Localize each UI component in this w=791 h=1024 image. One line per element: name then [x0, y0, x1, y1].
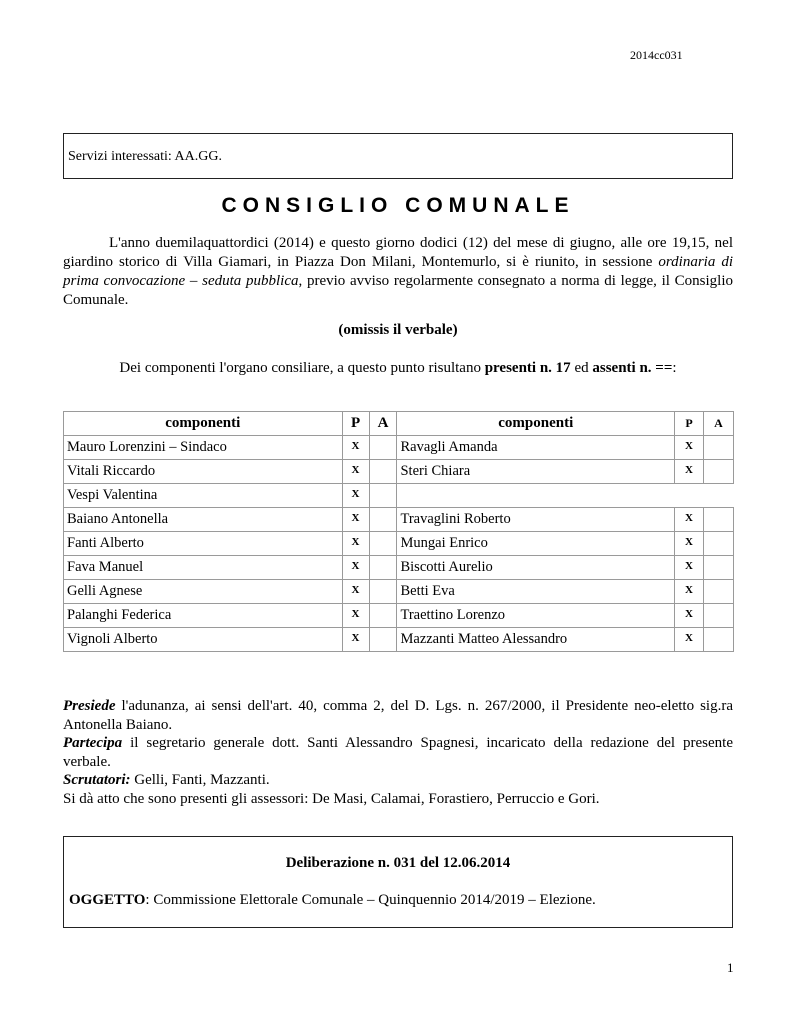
member-name: Gelli Agnese — [64, 580, 343, 604]
absent-mark — [703, 508, 733, 532]
deliberazione-title: Deliberazione n. 031 del 12.06.2014 — [285, 855, 511, 871]
member-name: Vespi Valentina — [64, 484, 343, 508]
present-mark: X — [675, 628, 704, 652]
servizi-box — [63, 133, 733, 179]
empty-cell — [397, 484, 734, 508]
table-row — [64, 580, 734, 604]
present-mark: X — [342, 628, 369, 652]
member-name: Steri Chiara — [397, 460, 675, 484]
partecipa-label: Partecipa — [63, 735, 123, 751]
absent-mark — [703, 436, 733, 460]
assessori-line: Si dà atto che sono presenti gli assessori: De Masi, Calamai, Forastiero, Perruccio e Gori. — [63, 790, 600, 807]
present-mark: X — [342, 580, 369, 604]
scrutatori-label: Scrutatori: — [63, 772, 131, 788]
header-left-name: componenti — [64, 412, 343, 436]
absent-mark — [369, 580, 397, 604]
table-row — [64, 484, 734, 508]
member-name: Biscotti Aurelio — [397, 556, 675, 580]
intro-paragraph — [63, 234, 733, 310]
servizi-text: Servizi interessati: AA.GG. — [68, 149, 222, 164]
present-mark: X — [342, 484, 369, 508]
deliberazione-box — [63, 836, 733, 928]
intro-italic: ordinaria di prima convocazione – seduta pubblica — [63, 254, 733, 289]
page-number: 1 — [727, 960, 734, 975]
member-name: Ravagli Amanda — [397, 436, 675, 460]
presiede-label: Presiede — [63, 698, 116, 714]
header-right-name: componenti — [397, 412, 675, 436]
member-name: Mungai Enrico — [397, 532, 675, 556]
presenze-suffix: : — [672, 360, 677, 376]
absent-mark — [703, 532, 733, 556]
partecipa-text: il segretario generale dott. Santi Alessandro Spagnesi, incaricato della redazione del presente verbale. — [63, 735, 733, 770]
absent-mark — [369, 460, 397, 484]
table-row — [64, 508, 734, 532]
absent-mark — [369, 628, 397, 652]
presiede-text: l'adunanza, ai sensi dell'art. 40, comma 2, del D. Lgs. n. 267/2000, il Presidente neo-eletto sig.ra Antonella Baiano. — [63, 698, 733, 733]
member-name: Travaglini Roberto — [397, 508, 675, 532]
absent-mark — [369, 532, 397, 556]
table-row — [64, 604, 734, 628]
table-row — [64, 628, 734, 652]
oggetto-label: OGGETTO — [69, 892, 146, 908]
present-mark: X — [342, 532, 369, 556]
header-right-a: A — [703, 412, 733, 436]
absent-mark — [703, 556, 733, 580]
member-name: Vignoli Alberto — [64, 628, 343, 652]
partecipa-line — [63, 734, 733, 771]
member-name: Fava Manuel — [64, 556, 343, 580]
header-left-p: P — [342, 412, 369, 436]
attendance-table — [63, 411, 734, 652]
intro-text-1: L'anno duemilaquattordici (2014) e questo giorno dodici (12) del mese di giugno, alle ore 19,15, nel giardino storico di Villa Giamari, in Piazza Don Milani, Montemurlo, si è riunito, in sessione — [63, 235, 733, 270]
present-mark: X — [675, 460, 704, 484]
member-name: Mauro Lorenzini – Sindaco — [64, 436, 343, 460]
table-header-row — [64, 412, 734, 436]
oggetto-text: : Commissione Elettorale Comunale – Quinquennio 2014/2019 – Elezione. — [145, 892, 596, 908]
absent-mark — [703, 580, 733, 604]
intro-text-2: , previo avviso regolarmente consegnato a norma di legge, il Consiglio Comunale. — [63, 273, 733, 308]
present-mark: X — [675, 436, 704, 460]
present-mark: X — [342, 508, 369, 532]
member-name: Vitali Riccardo — [64, 460, 343, 484]
table-row — [64, 436, 734, 460]
present-mark: X — [342, 556, 369, 580]
present-mark: X — [342, 604, 369, 628]
absent-mark — [369, 484, 397, 508]
absent-mark — [703, 460, 733, 484]
member-name: Mazzanti Matteo Alessandro — [397, 628, 675, 652]
presenze-prefix: Dei componenti l'organo consiliare, a questo punto risultano — [119, 360, 485, 376]
omissis-note: (omissis il verbale) — [338, 322, 458, 338]
header-right-p: P — [675, 412, 704, 436]
header-left-a: A — [369, 412, 397, 436]
present-mark: X — [675, 604, 704, 628]
present-mark: X — [675, 532, 704, 556]
present-mark: X — [342, 436, 369, 460]
absent-mark — [369, 508, 397, 532]
member-name: Baiano Antonella — [64, 508, 343, 532]
present-mark: X — [342, 460, 369, 484]
absent-mark — [703, 628, 733, 652]
absent-mark — [369, 604, 397, 628]
absent-mark — [369, 556, 397, 580]
table-row — [64, 556, 734, 580]
presenze-mid: ed — [570, 360, 593, 376]
scrutatori-line — [63, 771, 733, 790]
present-mark: X — [675, 556, 704, 580]
oggetto-line — [69, 892, 596, 909]
document-code: 2014cc031 — [630, 48, 683, 62]
presenti-count: presenti n. 17 — [484, 360, 571, 376]
session-notes — [63, 697, 733, 808]
member-name: Traettino Lorenzo — [397, 604, 675, 628]
absent-mark — [703, 604, 733, 628]
member-name: Betti Eva — [397, 580, 675, 604]
presenze-line — [63, 360, 733, 377]
scrutatori-text: Gelli, Fanti, Mazzanti. — [130, 772, 270, 788]
table-row — [64, 532, 734, 556]
assenti-count: assenti n. == — [592, 360, 673, 376]
present-mark: X — [675, 508, 704, 532]
member-name: Fanti Alberto — [64, 532, 343, 556]
page-title: CONSIGLIO COMUNALE — [221, 194, 575, 217]
present-mark: X — [675, 580, 704, 604]
absent-mark — [369, 436, 397, 460]
member-name: Palanghi Federica — [64, 604, 343, 628]
table-row — [64, 460, 734, 484]
presiede-line — [63, 697, 733, 734]
